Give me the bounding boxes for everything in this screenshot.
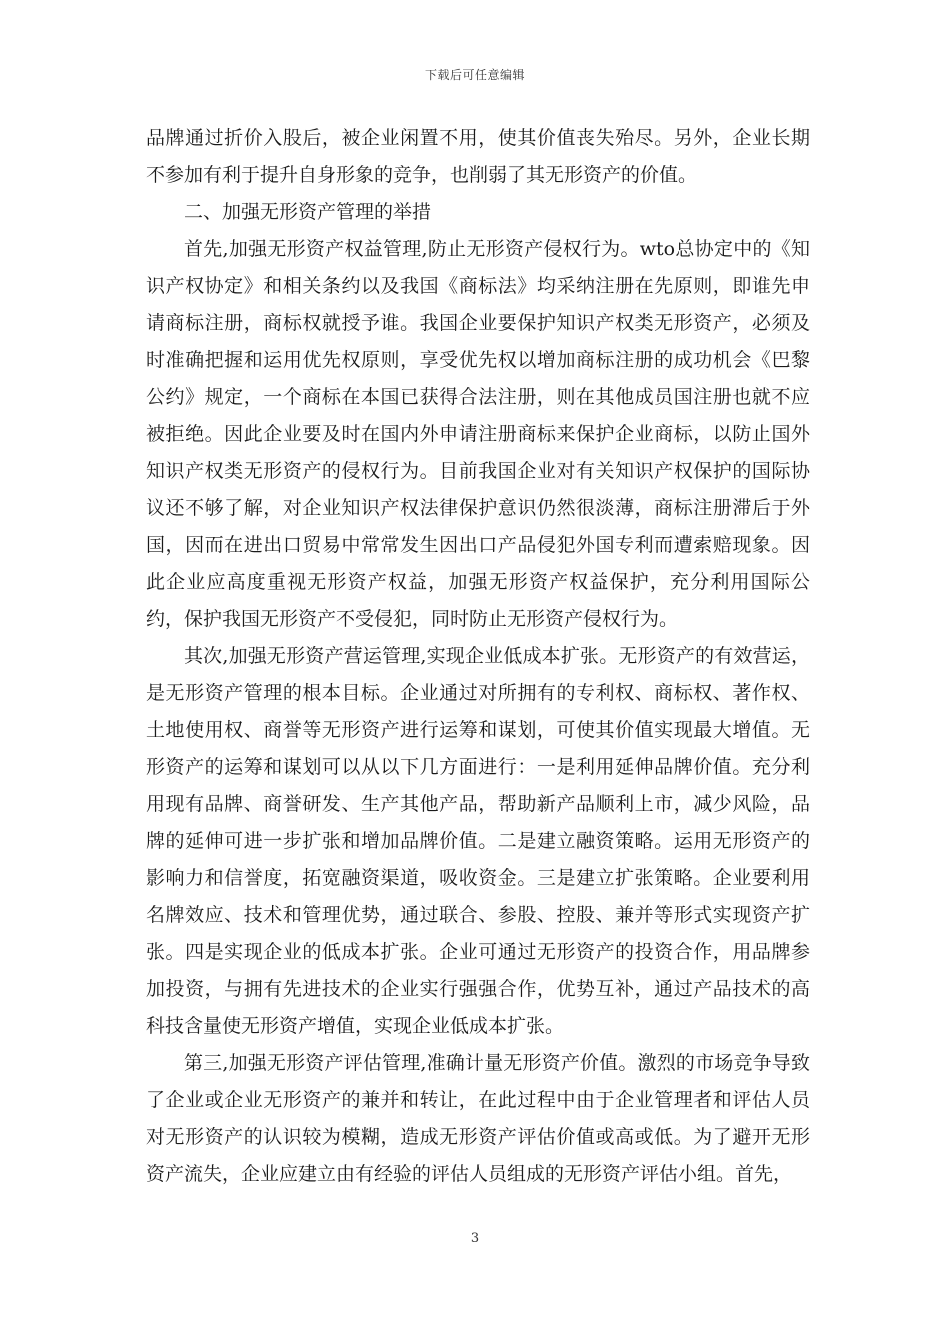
paragraph-1: 品牌通过折价入股后，被企业闲置不用，使其价值丧失殆尽。另外，企业长期不参加有利于提升自身形象的竞争，也削弱了其无形资产的价值。 [146,127,810,186]
paragraph-first-measure: 首先,加强无形资产权益管理,防止无形资产侵权行为。wto总协定中的《知识产权协定》和相关条约以及我国《商标法》均采纳注册在先原则，即谁先申请商标注册，商标权就授予谁。我国企业要保护知识产权类无形资产，必须及时准确把握和运用优先权原则，享受优先权以增加商标注册的成功机会《巴黎公约》规定，一个商标在本国已获得合法注册，则在其他成员国注册也就不应被拒绝。因此企业要及时在国内外申请注册商标来保护企业商标，以防止国外知识产权类无形资产的侵权行为。目前我国企业对有关知识产权保护的国际协议还不够了解，对企业知识产权法律保护意识仍然很淡薄，商标注册滞后于外国，因而在进出口贸易中常常发生因出口产品侵犯外国专利而遭索赔现象。因此企业应高度重视无形资产权益，加强无形资产权益保护，充分利用国际公约，保护我国无形资产不受侵犯，同时防止无形资产侵权行为。 [146,238,810,630]
page-number: 3 [470,1231,480,1246]
section-heading: 二、加强无形资产管理的举措 [184,201,432,223]
page-header: 下载后可任意编辑 [424,68,525,82]
paragraph-second-measure: 其次,加强无形资产营运管理,实现企业低成本扩张。无形资产的有效营运，是无形资产管理的根本目标。企业通过对所拥有的专利权、商标权、著作权、土地使用权、商誉等无形资产进行运筹和谋划，可使其价值实现最大增值。无形资产的运筹和谋划可以从以下几方面进行：一是利用延伸品牌价值。充分利用现有品牌、商誉研发、生产其他产品，帮助新产品顺利上市，减少风险，品牌的延伸可进一步扩张和增加品牌价值。二是建立融资策略。运用无形资产的影响力和信誉度，拓宽融资渠道，吸收资金。三是建立扩张策略。企业要利用名牌效应、技术和管理优势，通过联合、参股、控股、兼并等形式实现资产扩张。四是实现企业的低成本扩张。企业可通过无形资产的投资合作，用品牌参加投资，与拥有先进技术的企业实行强强合作，优势互补，通过产品技术的高科技含量使无形资产增值，实现企业低成本扩张。 [146,645,810,1037]
paragraph-third-measure: 第三,加强无形资产评估管理,准确计量无形资产价值。激烈的市场竞争导致了企业或企业无形资产的兼并和转让，在此过程中由于企业管理者和评估人员对无形资产的认识较为模糊，造成无形资产评估价值或高或低。为了避开无形资产流失，企业应建立由有经验的评估人员组成的无形资产评估小组。首先， [146,1052,810,1185]
document-body [146,120,810,1193]
